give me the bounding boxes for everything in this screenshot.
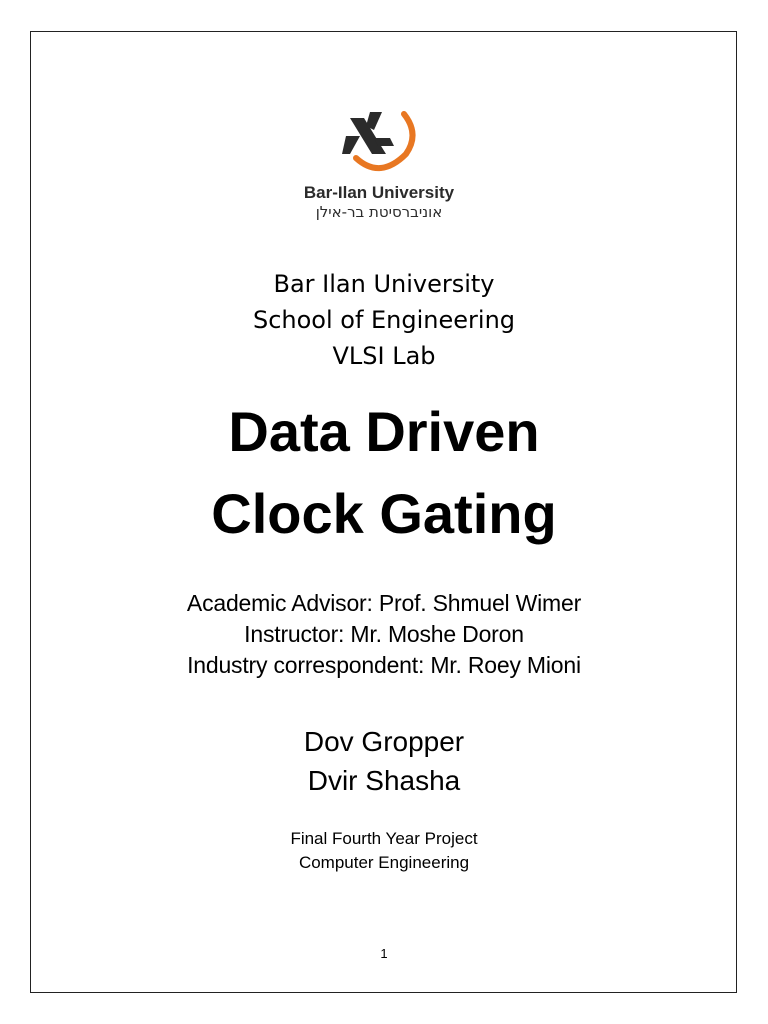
university-logo [294, 96, 464, 226]
logo-name-en: Bar-Ilan University [303, 183, 455, 202]
school-name: School of Engineering [252, 306, 516, 334]
author-name: Dvir Shasha [307, 765, 461, 796]
bar-ilan-logo-icon [294, 96, 464, 226]
instructor: Instructor: Mr. Moshe Doron [244, 621, 524, 647]
university-name: Bar Ilan University [273, 270, 495, 298]
project-field: Computer Engineering [298, 853, 470, 872]
title-line-1: Data Driven [228, 400, 540, 463]
academic-advisor: Academic Advisor: Prof. Shmuel Wimer [186, 590, 582, 616]
author-name: Dov Gropper [303, 726, 465, 757]
lab-name: VLSI Lab [332, 342, 436, 370]
title-line-2: Clock Gating [211, 482, 557, 545]
industry-correspondent: Industry correspondent: Mr. Roey Mioni [187, 652, 581, 678]
project-type: Final Fourth Year Project [290, 829, 478, 848]
page-number: 1 [380, 946, 388, 961]
logo-name-he: אוניברסיטת בר-אילן [315, 203, 443, 221]
